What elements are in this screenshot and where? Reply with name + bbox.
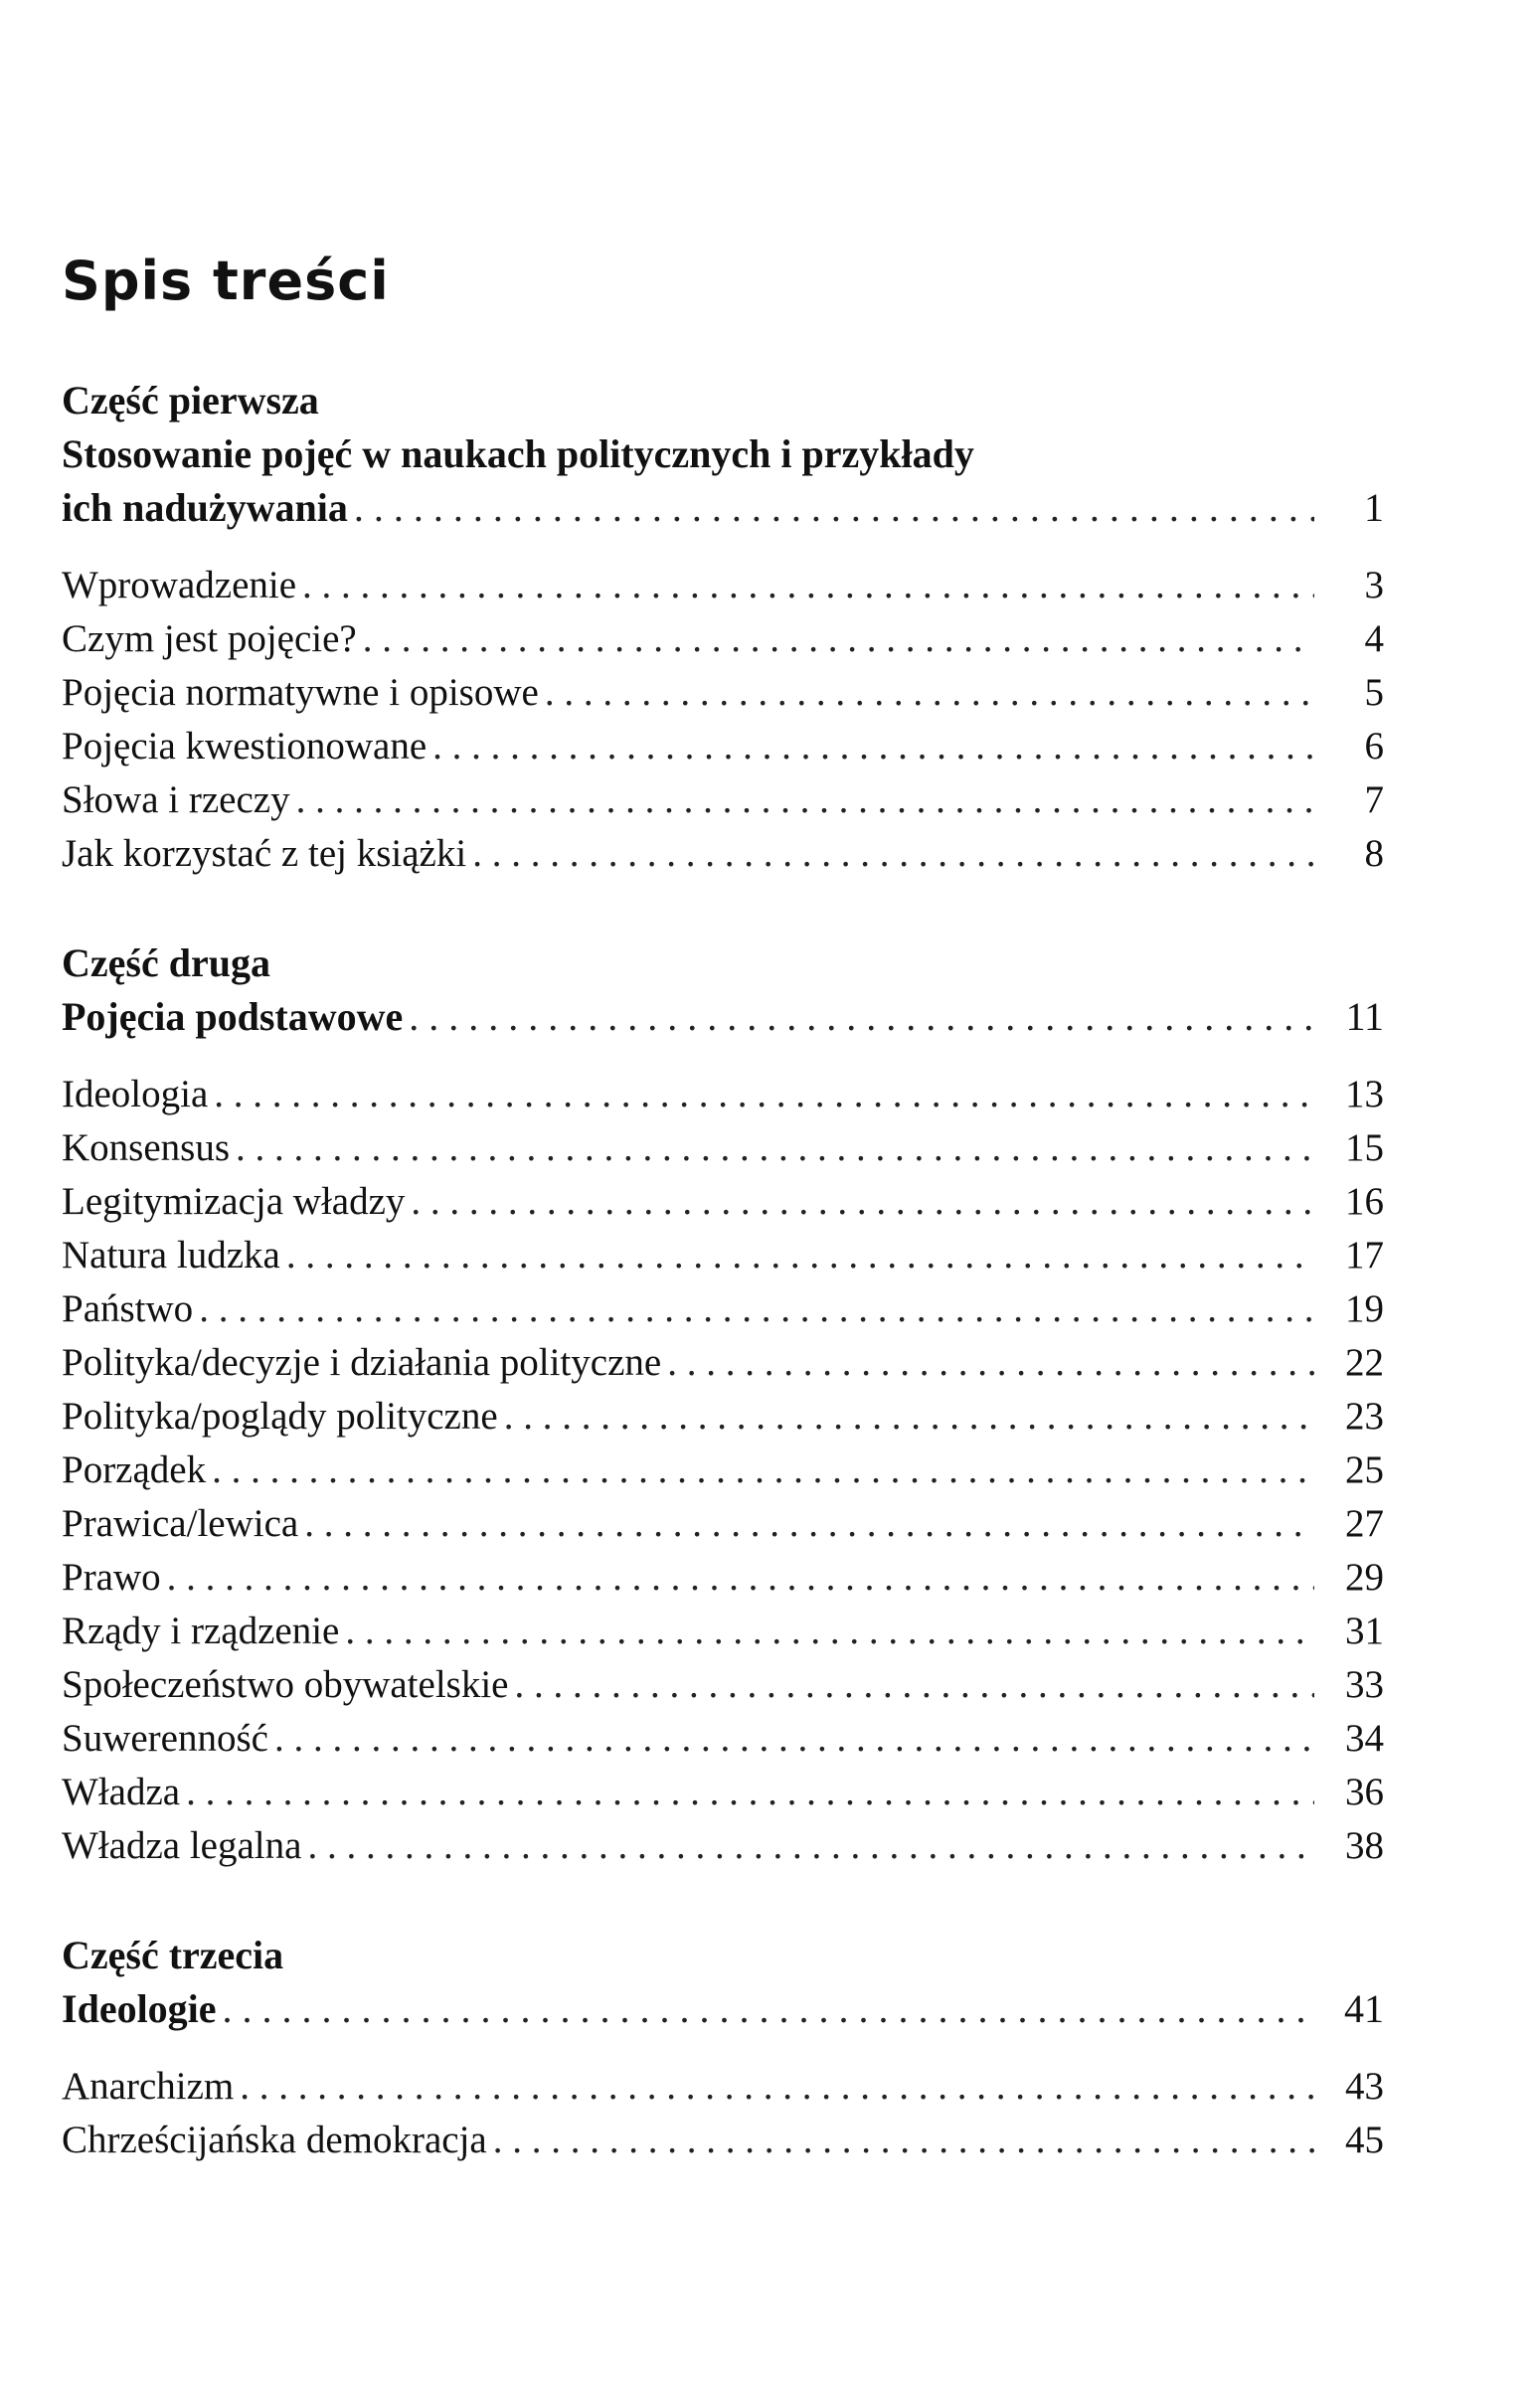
page-number: 8 xyxy=(1364,832,1384,875)
page-number: 4 xyxy=(1364,617,1384,660)
entry-label: Słowa i rzeczy xyxy=(62,778,290,821)
entry-label: Czym jest pojęcie? xyxy=(62,617,357,660)
page-number: 22 xyxy=(1345,1341,1384,1384)
entry-label: Natura ludzka xyxy=(62,1234,280,1276)
dot-leader xyxy=(354,481,1314,535)
page-number: 41 xyxy=(1344,1986,1384,2031)
dot-leader xyxy=(186,1766,1314,1819)
page-number: 1 xyxy=(1364,485,1384,530)
toc-entry[interactable] xyxy=(62,612,1384,666)
toc-entry[interactable] xyxy=(62,1336,1384,1390)
dot-leader xyxy=(545,666,1314,720)
dot-leader xyxy=(432,720,1314,773)
part-title-entry[interactable] xyxy=(62,481,1384,535)
page-number: 38 xyxy=(1345,1824,1384,1867)
entry-label: Jak korzystać z tej książki xyxy=(62,832,467,875)
dot-leader xyxy=(307,1819,1314,1873)
page-number: 11 xyxy=(1345,994,1384,1039)
entry-label: Wprowadzenie xyxy=(62,564,297,606)
dot-leader xyxy=(274,1712,1314,1766)
toc-entry[interactable] xyxy=(62,1121,1384,1175)
part-title-entry[interactable] xyxy=(62,990,1384,1044)
toc-part-2 xyxy=(62,936,1384,1873)
toc-entry[interactable] xyxy=(62,1175,1384,1229)
page-number: 25 xyxy=(1345,1448,1384,1491)
page-title: Spis treści xyxy=(62,250,390,312)
part-label: Część trzecia xyxy=(62,1933,284,1977)
entry-label: Polityka/decyzje i działania polityczne xyxy=(62,1341,662,1384)
part-title-label: Pojęcia podstawowe xyxy=(62,994,404,1039)
dot-leader xyxy=(493,2114,1314,2167)
toc-entry[interactable] xyxy=(62,720,1384,773)
entry-label: Pojęcia normatywne i opisowe xyxy=(62,671,539,714)
dot-leader xyxy=(212,1444,1314,1497)
dot-leader xyxy=(214,1068,1314,1121)
toc-entry[interactable] xyxy=(62,1605,1384,1658)
dot-leader xyxy=(236,1121,1314,1175)
entry-label: Polityka/poglądy polityczne xyxy=(62,1395,498,1438)
entry-label: Ideologia xyxy=(62,1073,209,1115)
dot-leader xyxy=(167,1551,1314,1605)
page xyxy=(62,0,1384,2382)
dot-leader xyxy=(199,1282,1314,1336)
entry-label: Suwerenność xyxy=(62,1717,268,1760)
entry-label: Konsensus xyxy=(62,1126,231,1169)
dot-leader xyxy=(223,1982,1314,2036)
toc-entry[interactable] xyxy=(62,1229,1384,1282)
page-number: 31 xyxy=(1345,1610,1384,1652)
entry-label: Pojęcia kwestionowane xyxy=(62,725,428,767)
dot-leader xyxy=(472,827,1314,881)
dot-leader xyxy=(363,612,1314,666)
dot-leader xyxy=(304,1497,1314,1551)
entry-label: Legitymizacja władzy xyxy=(62,1180,406,1223)
page-number: 3 xyxy=(1364,564,1384,606)
page-number: 43 xyxy=(1345,2065,1384,2108)
part-title-label: Ideologie xyxy=(62,1986,217,2031)
entry-label: Anarchizm xyxy=(62,2065,235,2108)
entry-label: Władza xyxy=(62,1771,181,1813)
page-number: 36 xyxy=(1345,1771,1384,1813)
toc-entry[interactable] xyxy=(62,773,1384,827)
dot-leader xyxy=(514,1658,1314,1712)
toc-entry[interactable] xyxy=(62,1712,1384,1766)
entry-label: Władza legalna xyxy=(62,1824,302,1867)
entry-label: Państwo xyxy=(62,1287,194,1330)
part-title-label: ich nadużywania xyxy=(62,485,348,530)
toc-entry[interactable] xyxy=(62,1390,1384,1444)
toc-entry[interactable] xyxy=(62,1551,1384,1605)
dot-leader xyxy=(504,1390,1314,1444)
page-number: 27 xyxy=(1345,1502,1384,1545)
page-number: 34 xyxy=(1345,1717,1384,1760)
page-number: 19 xyxy=(1345,1287,1384,1330)
page-number: 33 xyxy=(1345,1663,1384,1706)
toc-entry[interactable] xyxy=(62,666,1384,720)
dot-leader xyxy=(286,1229,1314,1282)
page-number: 7 xyxy=(1364,778,1384,821)
toc-part-3 xyxy=(62,1929,1384,2167)
entry-label: Społeczeństwo obywatelskie xyxy=(62,1663,509,1706)
page-number: 5 xyxy=(1364,671,1384,714)
part-label: Część pierwsza xyxy=(62,378,319,423)
part-title-entry[interactable] xyxy=(62,1982,1384,2036)
dot-leader xyxy=(409,990,1314,1044)
page-number: 16 xyxy=(1345,1180,1384,1223)
page-number: 13 xyxy=(1345,1073,1384,1115)
page-number: 23 xyxy=(1345,1395,1384,1438)
page-number: 45 xyxy=(1345,2119,1384,2161)
page-number: 6 xyxy=(1364,725,1384,767)
toc-entry[interactable] xyxy=(62,1068,1384,1121)
dot-leader xyxy=(302,559,1314,612)
toc-entry[interactable] xyxy=(62,1658,1384,1712)
dot-leader xyxy=(411,1175,1314,1229)
entry-label: Porządek xyxy=(62,1448,207,1491)
part-label: Część druga xyxy=(62,940,270,985)
entry-label: Rządy i rządzenie xyxy=(62,1610,340,1652)
toc-entry[interactable] xyxy=(62,2114,1384,2167)
toc-entry[interactable] xyxy=(62,1444,1384,1497)
toc-entry[interactable] xyxy=(62,1282,1384,1336)
page-number: 17 xyxy=(1345,1234,1384,1276)
toc-entry[interactable] xyxy=(62,559,1384,612)
dot-leader xyxy=(345,1605,1314,1658)
dot-leader xyxy=(240,2060,1314,2114)
page-number: 15 xyxy=(1345,1126,1384,1169)
table-of-contents xyxy=(62,374,1384,2167)
part-title-line: Stosowanie pojęć w naukach politycznych i przykłady xyxy=(62,431,974,476)
dot-leader xyxy=(296,773,1314,827)
toc-entry[interactable] xyxy=(62,827,1384,881)
entry-label: Prawo xyxy=(62,1556,161,1599)
entry-label: Prawica/lewica xyxy=(62,1502,299,1545)
entry-label: Chrześcijańska demokracja xyxy=(62,2119,487,2161)
toc-entry[interactable] xyxy=(62,1497,1384,1551)
toc-entry[interactable] xyxy=(62,1819,1384,1873)
toc-entry[interactable] xyxy=(62,1766,1384,1819)
toc-entry[interactable] xyxy=(62,2060,1384,2114)
toc-part-1 xyxy=(62,374,1384,881)
page-number: 29 xyxy=(1345,1556,1384,1599)
dot-leader xyxy=(667,1336,1314,1390)
